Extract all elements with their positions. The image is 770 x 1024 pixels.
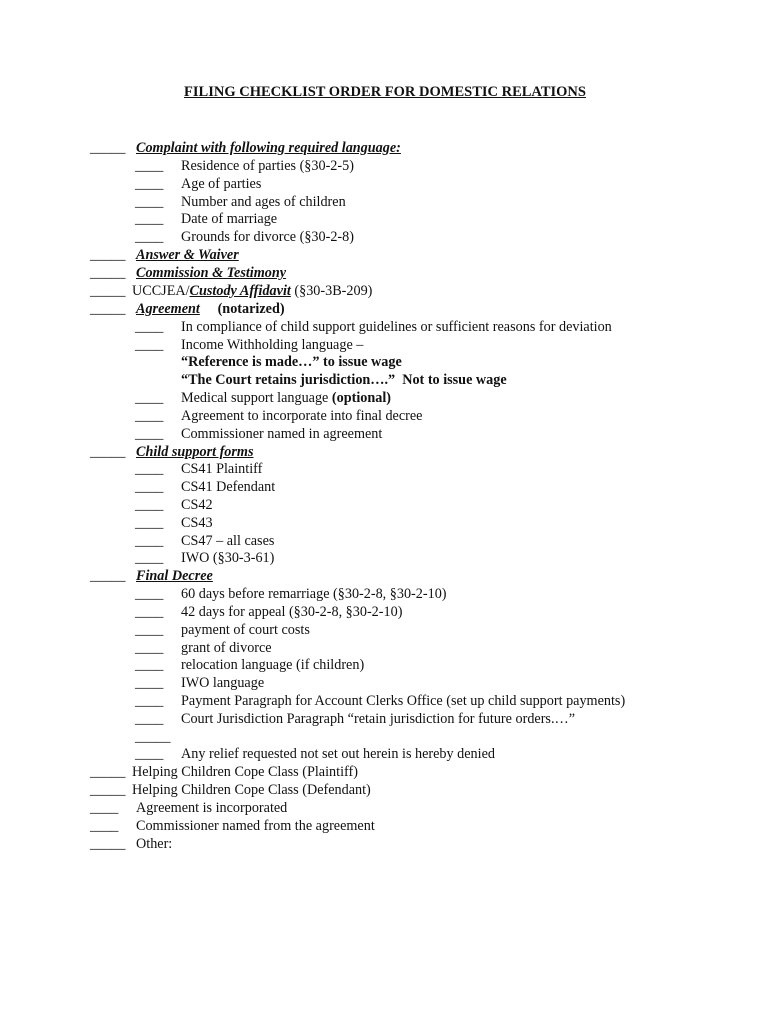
checklist-item-text (136, 817, 375, 835)
checkbox-blank-line: ____ (135, 479, 164, 495)
checkbox-blank-line: ____ (135, 640, 164, 656)
checklist-item-text (181, 371, 507, 389)
checklist-text-segment: payment of court costs (181, 622, 310, 638)
checklist-text-segment: Grounds for divorce (§30-2-8) (181, 229, 354, 245)
checklist-item-text (181, 603, 402, 621)
checkbox-blank-line: ____ (135, 211, 164, 227)
checklist-text-segment: Commissioner named from the agreement (136, 818, 375, 834)
checklist-text-segment: 60 days before remarriage (§30-2-8, §30-2-10) (181, 586, 447, 602)
checkbox-blank-line: ____ (90, 818, 119, 834)
checklist-item-text (181, 318, 612, 336)
checklist-item-text (132, 763, 358, 781)
checkbox-blank-line: ____ (135, 408, 164, 424)
checklist-text-segment: 42 days for appeal (§30-2-8, §30-2-10) (181, 604, 403, 620)
checklist-text-segment: CS42 (181, 497, 213, 513)
checklist-text-segment: CS41 Defendant (181, 479, 276, 495)
checklist-text-segment: Final Decree (136, 568, 213, 584)
checklist-text-segment: Helping Children Cope Class (Defendant) (132, 782, 371, 798)
checklist-item-text (181, 745, 495, 763)
checklist-text-segment: IWO language (181, 675, 265, 691)
checkbox-blank-line: _____ (135, 729, 171, 745)
checkbox-blank-line: _____ (90, 444, 126, 460)
checklist-text-segment: Child support forms (136, 444, 254, 460)
checklist-text-segment: Agreement to incorporate into final decree (181, 408, 423, 424)
checklist-item-text (136, 443, 253, 461)
checklist-text-segment: CS41 Plaintiff (181, 461, 263, 477)
checklist-text-segment: In compliance of child support guidelines or sufficient reasons for deviation (181, 319, 612, 335)
checklist-text-segment: Complaint with following required language: (136, 140, 401, 156)
checklist-text-segment: Answer & Waiver (136, 247, 239, 263)
checkbox-blank-line: _____ (90, 301, 126, 317)
checkbox-blank-line: ____ (135, 586, 164, 602)
checkbox-blank-line: _____ (90, 568, 126, 584)
checklist-item-text (181, 478, 275, 496)
checklist-item-text (136, 300, 285, 318)
checklist-text-segment: Payment Paragraph for Account Clerks Office (set up child support payments) (181, 693, 626, 709)
checklist-text-segment: “The Court retains jurisdiction….” Not to issue wage (181, 372, 507, 388)
checkbox-blank-line: ____ (135, 622, 164, 638)
checkbox-blank-line: _____ (90, 836, 126, 852)
checklist-item-text (181, 389, 391, 407)
checklist-item-text (181, 175, 261, 193)
checklist-text-segment: UCCJEA/ (132, 283, 190, 299)
checklist-item-text (181, 496, 213, 514)
checklist-item-text (181, 639, 272, 657)
checkbox-blank-line: ____ (135, 319, 164, 335)
checklist-item-text (136, 264, 286, 282)
checkbox-blank-line: ____ (90, 800, 119, 816)
checklist-item-text (181, 585, 447, 603)
checklist-text-segment: Age of parties (181, 176, 262, 192)
checklist-item-text (181, 514, 213, 532)
checkbox-blank-line: ____ (135, 533, 164, 549)
checkbox-blank-line: ____ (135, 675, 164, 691)
checkbox-blank-line: _____ (90, 247, 126, 263)
checklist-text-segment: CS47 – all cases (181, 533, 275, 549)
checklist-text-segment: Custody Affidavit (189, 283, 291, 299)
checklist-item-text (181, 157, 354, 175)
checklist-item-text (181, 532, 274, 550)
checklist-text-segment: Income Withholding language – (181, 337, 364, 353)
checklist-text-segment: relocation language (if children) (181, 657, 365, 673)
checklist-text-segment: Agreement (136, 301, 200, 317)
checkbox-blank-line: _____ (90, 140, 126, 156)
checklist-item-text (181, 353, 402, 371)
checklist-text-segment: Commission & Testimony (136, 265, 287, 281)
checklist-text-segment: Residence of parties (§30-2-5) (181, 158, 354, 174)
checkbox-blank-line: ____ (135, 229, 164, 245)
checklist-item-text (181, 425, 382, 443)
checklist-text-segment: (optional) (331, 390, 392, 406)
checklist-item-text (181, 621, 310, 639)
checklist-text-segment: Any relief requested not set out herein is hereby denied (181, 746, 495, 762)
checklist-item-text (136, 246, 239, 264)
checklist-text-segment: Agreement is incorporated (136, 800, 288, 816)
checklist-item-text (136, 835, 172, 853)
checklist-item-text (181, 407, 422, 425)
checkbox-blank-line: _____ (90, 782, 126, 798)
checkbox-blank-line: _____ (90, 265, 126, 281)
checkbox-blank-line: ____ (135, 426, 164, 442)
checklist-item-text (181, 674, 264, 692)
checkbox-blank-line: ____ (135, 390, 164, 406)
checklist-text-segment: Commissioner named in agreement (181, 426, 383, 442)
checklist-text-segment: Other: (136, 836, 173, 852)
page-title: FILING CHECKLIST ORDER FOR DOMESTIC RELATIONS (184, 84, 586, 100)
checklist-text-segment: CS43 (181, 515, 213, 531)
checkbox-blank-line: ____ (135, 657, 164, 673)
checkbox-blank-line: _____ (90, 764, 126, 780)
checkbox-blank-line: ____ (135, 515, 164, 531)
checklist-item-text (181, 656, 364, 674)
checklist-item-text (181, 710, 575, 728)
checkbox-blank-line: ____ (135, 550, 164, 566)
checklist-item-text (136, 139, 401, 157)
checklist-item-text (181, 460, 262, 478)
checklist-item-text (132, 282, 372, 300)
checklist-item-text (181, 193, 346, 211)
checklist-item-text (181, 549, 274, 567)
checkbox-blank-line: _____ (90, 283, 126, 299)
checklist-text-segment: (notarized) (199, 301, 285, 317)
checklist-text-segment: Medical support language (181, 390, 332, 406)
checkbox-blank-line: ____ (135, 497, 164, 513)
checklist-item-text (136, 567, 213, 585)
checklist-item-text (181, 692, 625, 710)
checklist-text-segment: Date of marriage (181, 211, 278, 227)
checkbox-blank-line: ____ (135, 693, 164, 709)
checkbox-blank-line: ____ (135, 461, 164, 477)
checklist-item-text (132, 781, 371, 799)
checklist-text-segment: grant of divorce (181, 640, 272, 656)
checklist-text-segment: Number and ages of children (181, 194, 346, 210)
checkbox-blank-line: ____ (135, 746, 164, 762)
checklist-text-segment: IWO (§30-3-61) (181, 550, 275, 566)
checklist-text-segment: (§30-3B-209) (290, 283, 373, 299)
checkbox-blank-line: ____ (135, 176, 164, 192)
checkbox-blank-line: ____ (135, 337, 164, 353)
checkbox-blank-line: ____ (135, 158, 164, 174)
checklist-item-text (181, 228, 354, 246)
checklist-text-segment: Court Jurisdiction Paragraph “retain jurisdiction for future orders.…” (181, 711, 575, 727)
checklist-text-segment: “Reference is made…” to issue wage (181, 354, 402, 370)
checklist-item-text (181, 336, 363, 354)
checkbox-blank-line: ____ (135, 711, 164, 727)
checklist-text-segment: Helping Children Cope Class (Plaintiff) (132, 764, 358, 780)
checkbox-blank-line: ____ (135, 604, 164, 620)
checkbox-blank-line: ____ (135, 194, 164, 210)
checklist-item-text (181, 210, 277, 228)
checklist-item-text (136, 799, 287, 817)
